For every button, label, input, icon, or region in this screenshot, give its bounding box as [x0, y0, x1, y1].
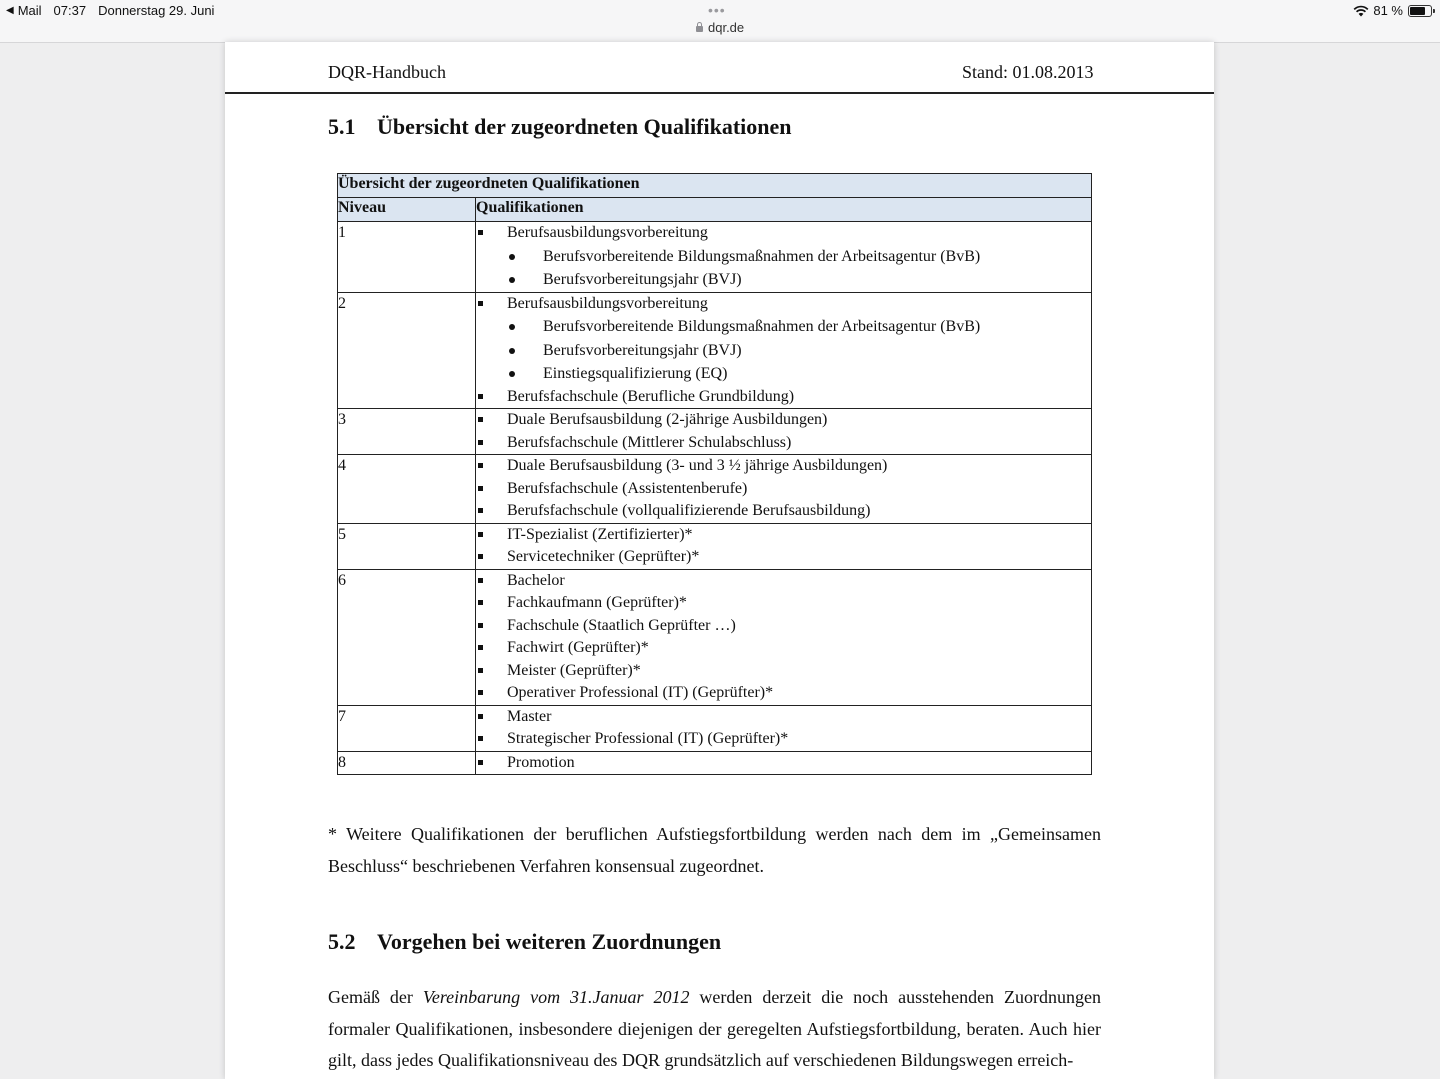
qualification-text: Berufsfachschule (vollqualifizierende Berufsausbildung) — [507, 502, 871, 519]
qualification-text: Duale Berufsausbildung (3- und 3 ½ jährige Ausbildungen) — [507, 457, 888, 474]
header-rule — [225, 92, 1214, 94]
list-item — [476, 592, 1091, 615]
qualification-text: Berufsausbildungsvorbereitung — [507, 224, 708, 241]
qualification-text: Promotion — [507, 753, 575, 771]
qualification-text: Berufsvorbereitungsjahr (BVJ) — [543, 271, 742, 288]
section-heading-5-2 — [328, 929, 721, 955]
bullet-square-icon — [478, 417, 483, 422]
paragraph-rest: werden derzeit die noch ausstehenden Zuordnungen formaler Qualifikationen, insbesondere diejenigen der geregelten Aufstiegsfortbildung, beraten. Auch hier gilt, dass jedes Qualifikationsniveau des DQR grundsätzlich auf verschiedenen Bildungswegen erreich- — [328, 987, 1101, 1070]
bullet-square-icon — [478, 463, 483, 468]
qualification-text: Einstiegsqualifizierung (EQ) — [543, 365, 728, 382]
table-row — [338, 292, 1092, 409]
table-row — [338, 409, 1092, 455]
table-row — [338, 455, 1092, 524]
document-page[interactable] — [225, 42, 1214, 1079]
niveau-cell: 1 — [338, 222, 476, 293]
bullet-square-icon — [478, 645, 483, 650]
list-item — [476, 500, 1091, 523]
bullet-square-icon — [478, 714, 483, 719]
qualification-list — [476, 293, 1091, 409]
lock-icon — [696, 26, 703, 32]
section-number: 5.1 — [328, 114, 356, 139]
bullet-dot-icon — [509, 277, 515, 283]
qualification-text: Meister (Geprüfter)* — [507, 661, 641, 679]
qualifications-cell — [476, 751, 1092, 775]
table-row — [338, 751, 1092, 775]
qualifications-cell — [476, 222, 1092, 293]
list-item — [476, 386, 1091, 409]
qualifications-cell — [476, 569, 1092, 705]
qualification-list — [476, 706, 1091, 751]
paragraph-prefix: Gemäß der — [328, 987, 423, 1007]
list-item — [476, 570, 1091, 593]
section-number: 5.2 — [328, 929, 356, 954]
niveau-cell: 5 — [338, 523, 476, 569]
battery-icon — [1408, 5, 1432, 17]
list-item — [476, 432, 1091, 455]
list-item — [476, 293, 1091, 316]
bullet-square-icon — [478, 532, 483, 537]
list-item — [476, 222, 1091, 245]
list-item — [476, 268, 1091, 292]
bullet-square-icon — [478, 736, 483, 741]
niveau-cell: 3 — [338, 409, 476, 455]
list-item — [476, 245, 1091, 269]
list-item — [476, 546, 1091, 569]
bullet-dot-icon — [509, 254, 515, 260]
paragraph-emphasis: Vereinbarung vom 31.Januar 2012 — [422, 987, 690, 1007]
qualification-text: Duale Berufsausbildung (2-jährige Ausbildungen) — [507, 411, 828, 428]
bullet-square-icon — [478, 668, 483, 673]
bullet-dot-icon — [509, 348, 515, 354]
table-title-row — [338, 174, 1092, 198]
bullet-square-icon — [478, 508, 483, 513]
wifi-icon — [1353, 5, 1369, 17]
bullet-square-icon — [478, 600, 483, 605]
qualification-list — [476, 455, 1091, 523]
table-header-row — [338, 198, 1092, 222]
table-row — [338, 222, 1092, 293]
bullet-dot-icon — [509, 371, 515, 377]
qualification-text: Berufsausbildungsvorbereitung — [507, 294, 708, 312]
back-app-label[interactable]: Mail — [17, 3, 42, 18]
list-item — [476, 728, 1091, 751]
qualification-text: Berufsfachschule (Assistentenberufe) — [507, 479, 748, 497]
qualification-text: Berufsvorbereitende Bildungsmaßnahmen der Arbeitsagentur (BvB) — [543, 318, 981, 335]
address-bar[interactable] — [696, 20, 744, 35]
qualification-text: Fachwirt (Geprüfter)* — [507, 639, 649, 656]
status-left — [6, 3, 214, 18]
list-item — [476, 615, 1091, 638]
qualifications-cell — [476, 523, 1092, 569]
battery-percent: 81 % — [1373, 3, 1403, 18]
niveau-cell: 2 — [338, 292, 476, 409]
list-item — [476, 637, 1091, 660]
body-paragraph — [328, 982, 1101, 1077]
status-right — [1353, 3, 1432, 18]
qualification-list — [476, 222, 1091, 292]
bullet-square-icon — [478, 301, 483, 306]
qualification-text: Fachschule (Staatlich Geprüfter …) — [507, 616, 736, 634]
niveau-cell: 6 — [338, 569, 476, 705]
bullet-square-icon — [478, 760, 483, 765]
battery-fill — [1410, 7, 1425, 15]
bullet-square-icon — [478, 623, 483, 628]
list-item — [476, 752, 1091, 775]
bullet-square-icon — [478, 394, 483, 399]
qualification-text: Servicetechniker (Geprüfter)* — [507, 548, 700, 565]
list-item — [476, 362, 1091, 386]
qualifications-cell — [476, 455, 1092, 524]
qualifications-cell — [476, 409, 1092, 455]
list-item — [476, 524, 1091, 547]
header-qualifikationen: Qualifikationen — [476, 198, 1092, 222]
bullet-square-icon — [478, 230, 483, 235]
niveau-cell: 8 — [338, 751, 476, 775]
section-heading-5-1 — [328, 114, 792, 140]
list-item — [476, 455, 1091, 478]
table-row — [338, 705, 1092, 751]
table-row — [338, 569, 1092, 705]
header-niveau: Niveau — [338, 198, 476, 222]
qualification-text: Berufsfachschule (Mittlerer Schulabschluss) — [507, 433, 792, 451]
qualification-list — [476, 570, 1091, 705]
table-row — [338, 523, 1092, 569]
list-item — [476, 339, 1091, 363]
section-title: Vorgehen bei weiteren Zuordnungen — [377, 929, 722, 954]
qualification-text: Master — [507, 707, 552, 725]
list-item — [476, 409, 1091, 432]
back-arrow-icon[interactable]: ◀ — [6, 5, 14, 16]
qualification-text: Berufsvorbereitungsjahr (BVJ) — [543, 341, 742, 359]
qualification-text: Berufsvorbereitende Bildungsmaßnahmen der Arbeitsagentur (BvB) — [543, 247, 981, 265]
bullet-square-icon — [478, 554, 483, 559]
list-item — [476, 682, 1091, 705]
qualification-text: Strategischer Professional (IT) (Geprüfter)* — [507, 730, 789, 747]
qualifications-cell — [476, 705, 1092, 751]
qualification-text: Operativer Professional (IT) (Geprüfter)* — [507, 684, 774, 701]
status-date: Donnerstag 29. Juni — [98, 3, 215, 18]
header-right: Stand: 01.08.2013 — [962, 62, 1094, 82]
qualification-text: Berufsfachschule (Berufliche Grundbildung) — [507, 387, 795, 405]
status-bar — [0, 0, 1440, 43]
qualification-list — [476, 524, 1091, 569]
qualification-text: Bachelor — [507, 571, 565, 589]
multitasking-dots-icon[interactable]: ••• — [708, 2, 726, 18]
bullet-square-icon — [478, 486, 483, 491]
niveau-cell: 7 — [338, 705, 476, 751]
qualification-text: IT-Spezialist (Zertifizierter)* — [507, 525, 693, 543]
bullet-dot-icon — [509, 324, 515, 330]
qualification-list — [476, 752, 1091, 775]
list-item — [476, 315, 1091, 339]
bullet-square-icon — [478, 578, 483, 583]
bullet-square-icon — [478, 440, 483, 445]
section-title: Übersicht der zugeordneten Qualifikationen — [377, 114, 792, 139]
table-title: Übersicht der zugeordneten Qualifikationen — [338, 174, 1092, 198]
footnote-paragraph: * Weitere Qualifikationen der beruflichen Aufstiegsfortbildung werden nach dem im „Gemeinsamen Beschluss“ beschriebenen Verfahren konsensual zugeordnet. — [328, 824, 1101, 876]
status-time: 07:37 — [53, 3, 87, 18]
list-item — [476, 706, 1091, 729]
qualifications-cell — [476, 292, 1092, 409]
list-item — [476, 478, 1091, 501]
header-left: DQR-Handbuch — [328, 62, 446, 82]
qualifications-table — [337, 173, 1092, 775]
qualification-list — [476, 409, 1091, 454]
bullet-square-icon — [478, 690, 483, 695]
qualification-text: Fachkaufmann (Geprüfter)* — [507, 594, 687, 611]
url-text: dqr.de — [708, 20, 745, 35]
niveau-cell: 4 — [338, 455, 476, 524]
list-item — [476, 660, 1091, 683]
